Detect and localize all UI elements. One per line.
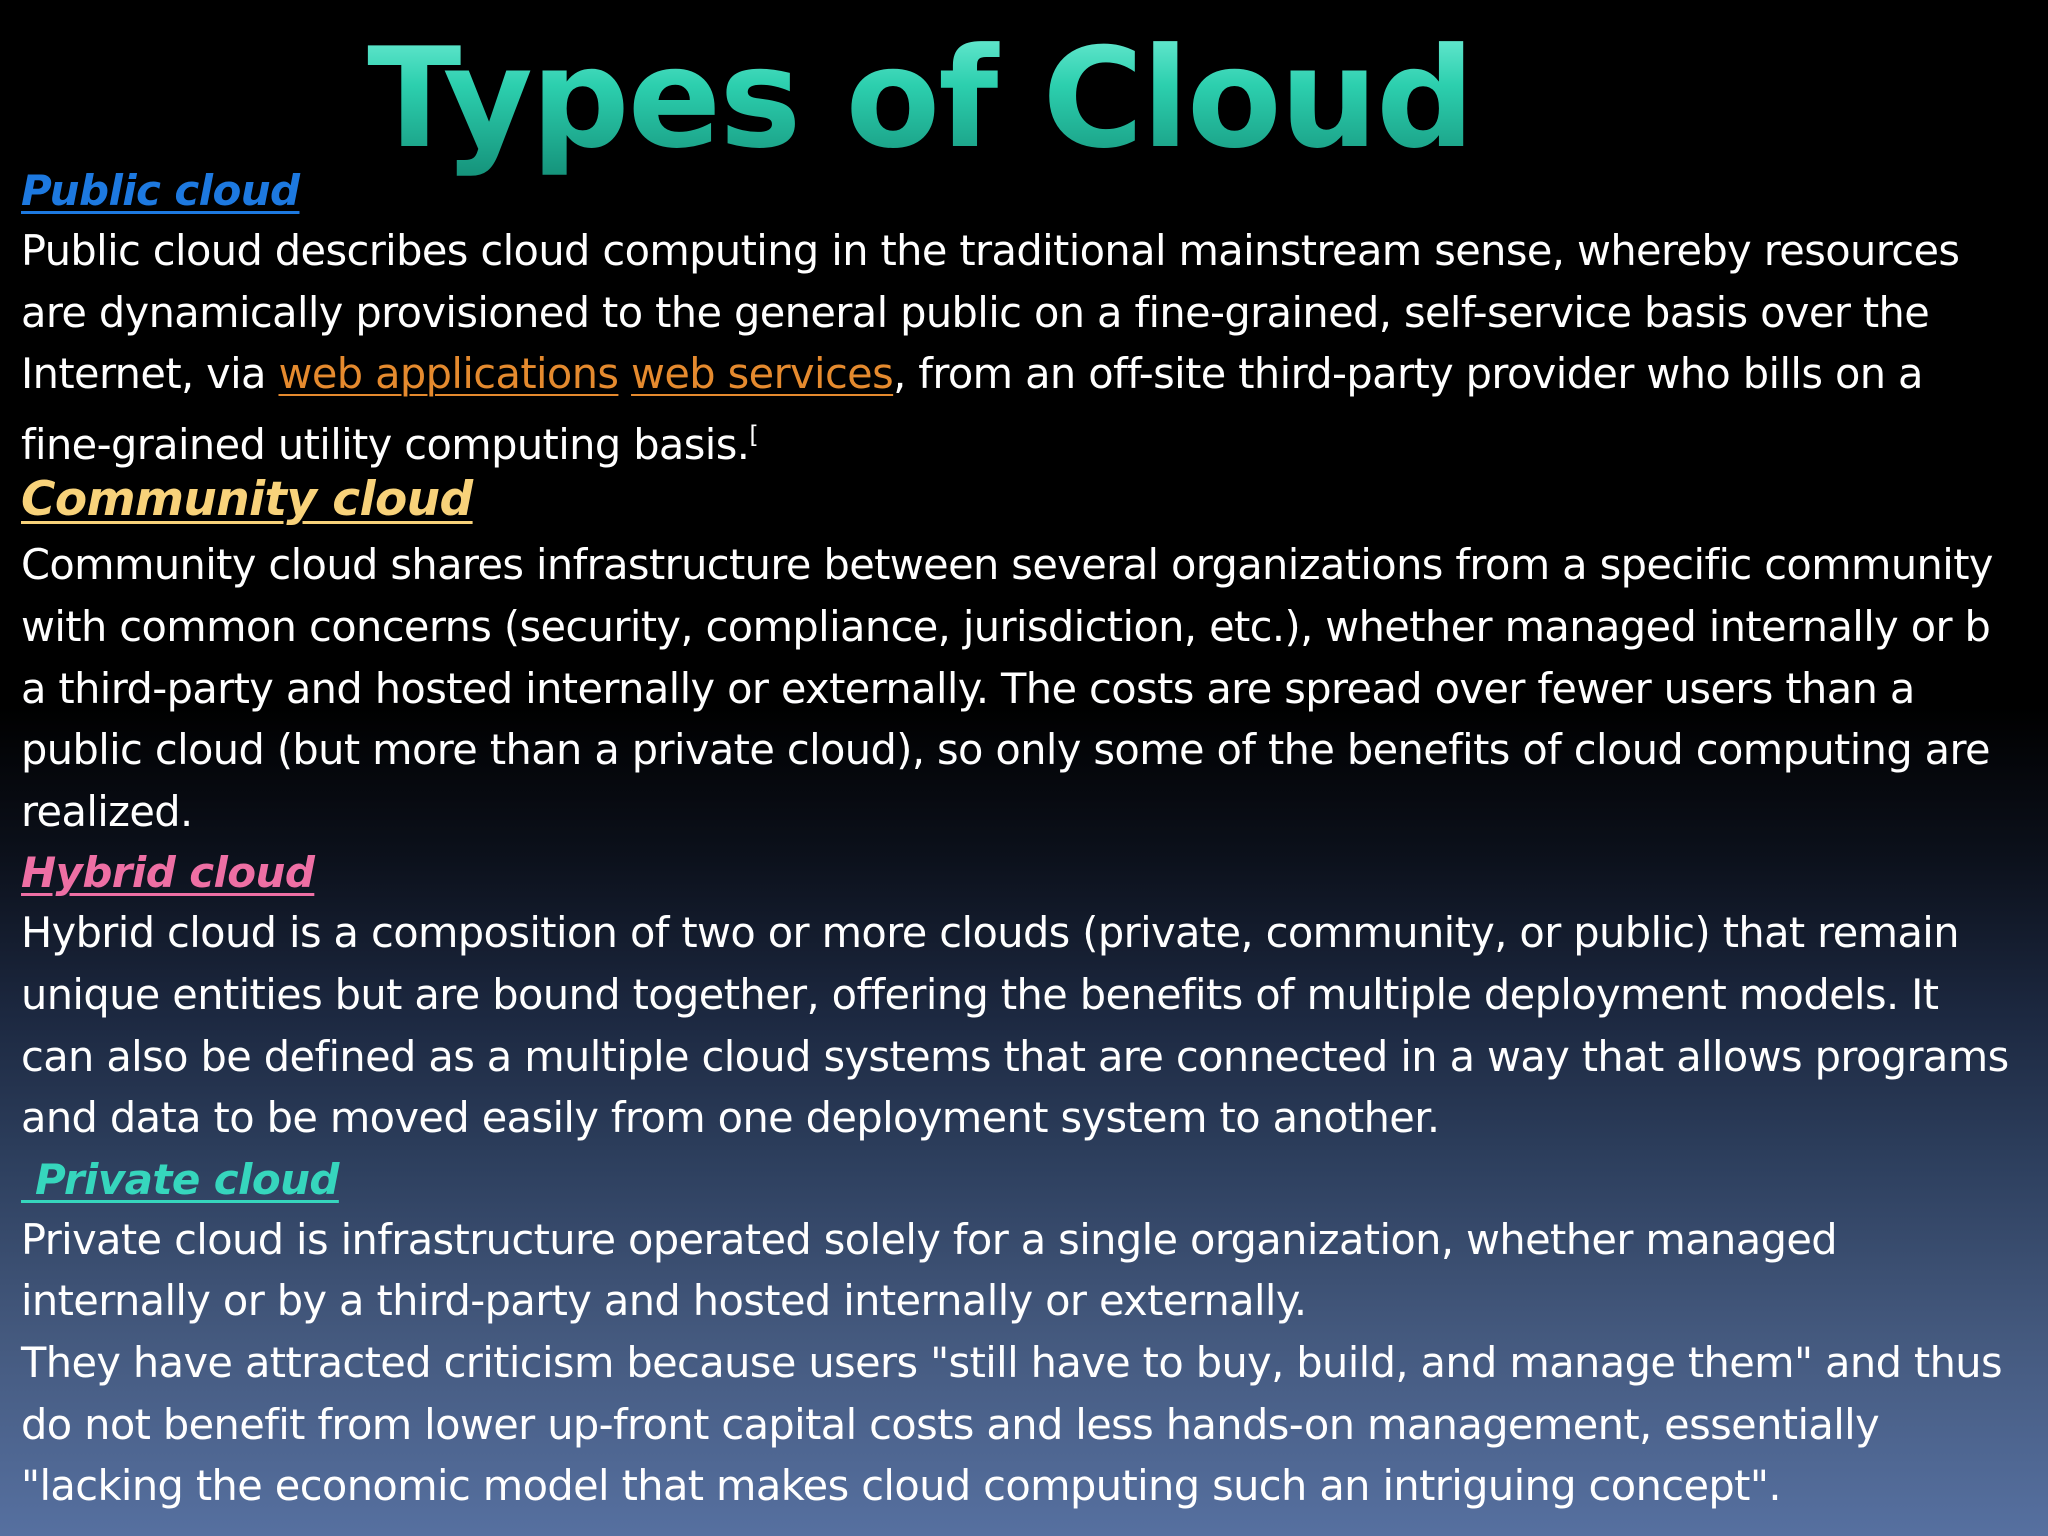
- paragraph-line: can also be defined as a multiple cloud systems that are connected in a way that allows programs: [21, 1031, 2009, 1081]
- paragraph-line: [21, 405, 2048, 467]
- text-fragment: , from an off-site third-party provider who bills on a: [893, 349, 1923, 399]
- hybrid-cloud-heading-line: [21, 842, 2048, 902]
- paragraph-line: They have attracted criticism because users "still have to buy, build, and manage them" and thus: [21, 1337, 2003, 1387]
- web-applications-link[interactable]: web applications: [278, 349, 619, 399]
- paragraph-line: a third-party and hosted internally or externally. The costs are spread over fewer users than a: [21, 663, 1915, 713]
- paragraph-line: realized.: [21, 786, 193, 836]
- paragraph-line-with-links: [21, 343, 2048, 405]
- slide-title: Types of Cloud: [0, 14, 1840, 184]
- paragraph-line: unique entities but are bound together, offering the benefits of multiple deployment models. It: [21, 969, 1939, 1019]
- community-cloud-heading[interactable]: Community cloud: [21, 472, 473, 528]
- paragraph-line: internally or by a third-party and hosted internally or externally.: [21, 1276, 1307, 1326]
- paragraph-line: Community cloud shares infrastructure between several organizations from a specific community: [21, 540, 1993, 590]
- hybrid-cloud-heading[interactable]: Hybrid cloud: [21, 848, 315, 898]
- slide-content: [21, 160, 2048, 1517]
- text-fragment: fine-grained utility computing basis.: [21, 419, 750, 469]
- paragraph-line: Hybrid cloud is a composition of two or more clouds (private, community, or public) that remain: [21, 908, 1959, 958]
- private-cloud-heading-line: [21, 1149, 2048, 1209]
- text-fragment: Internet, via: [21, 349, 279, 399]
- paragraph-line: are dynamically provisioned to the general public on a fine-grained, self-service basis over the: [21, 287, 1930, 337]
- paragraph-line: with common concerns (security, compliance, jurisdiction, etc.), whether managed internally or b: [21, 601, 1991, 651]
- paragraph-line: "lacking the economic model that makes cloud computing such an intriguing concept".: [21, 1461, 1781, 1511]
- private-cloud-heading[interactable]: Private cloud: [21, 1154, 339, 1204]
- paragraph-line: do not benefit from lower up-front capital costs and less hands-on management, essentially: [21, 1399, 1880, 1449]
- paragraph-line: and data to be moved easily from one deployment system to another.: [21, 1093, 1440, 1143]
- paragraph-line: public cloud (but more than a private cloud), so only some of the benefits of cloud computing are: [21, 725, 1990, 775]
- paragraph-line: Public cloud describes cloud computing in the traditional mainstream sense, whereby resources: [21, 226, 1960, 275]
- community-cloud-heading-line: [21, 466, 2048, 534]
- public-cloud-heading-line: [21, 160, 2048, 220]
- reference-mark: [: [749, 420, 759, 449]
- paragraph-line: Private cloud is infrastructure operated solely for a single organization, whether managed: [21, 1214, 1837, 1264]
- web-services-link[interactable]: web services: [631, 349, 894, 399]
- public-cloud-heading[interactable]: Public cloud: [21, 166, 300, 215]
